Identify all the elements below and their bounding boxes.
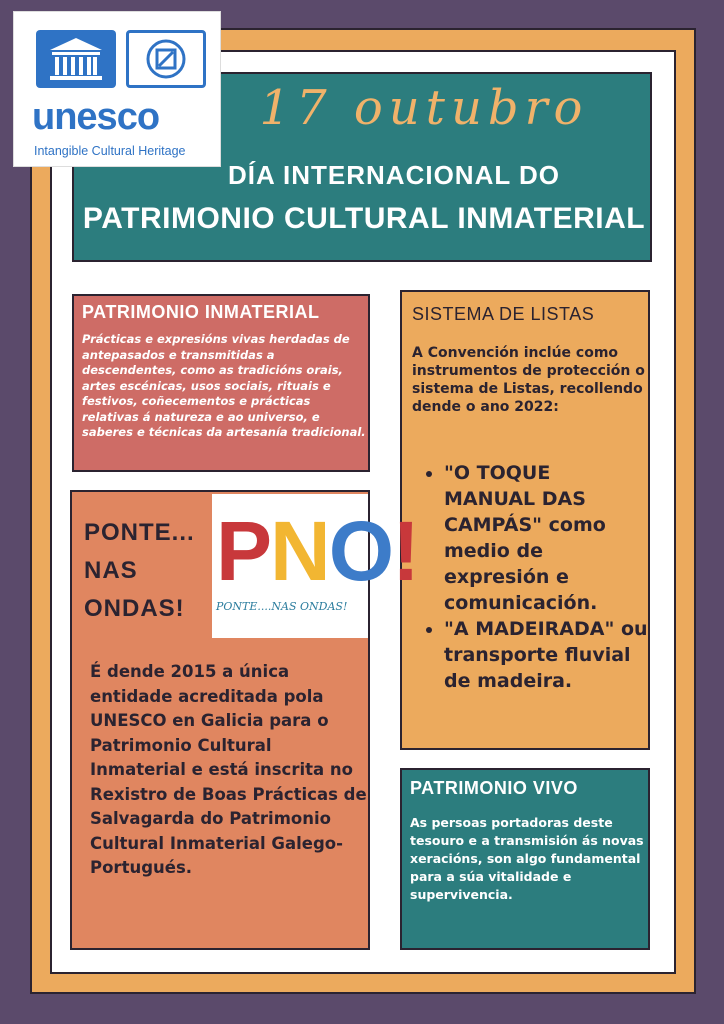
- unesco-logo: [14, 12, 220, 166]
- sistema-listas-text: A Convención inclúe como instrumentos de protección o sistema de Listas, recollendo dende o ano 2022:: [412, 345, 645, 415]
- sistema-listas-items: [412, 460, 648, 694]
- pno-logo: [212, 494, 419, 638]
- pno-logo-mark: PNO!: [216, 504, 419, 598]
- patrimonio-vivo-text: As persoas portadoras deste tesouro e a transmisión ás novas xeracións, son algo fundamental para a súa vitalidade e supervivencia.: [410, 815, 644, 902]
- sistema-listas-box: [400, 290, 650, 750]
- ponte-nas-ondas-box: [70, 490, 419, 950]
- unesco-wordmark: unesco: [32, 96, 160, 138]
- title-line-2: PATRIMONIO CULTURAL INMATERIAL: [82, 202, 646, 235]
- ponte-nas-ondas-title: PONTE... NAS ONDAS!: [84, 519, 195, 622]
- unesco-temple-icon: [36, 30, 116, 88]
- title-line-1: DÍA INTERNACIONAL DO: [228, 160, 560, 190]
- event-date: 17 outubro: [259, 80, 589, 136]
- ponte-nas-ondas-text: É dende 2015 a única entidade acreditada pola UNESCO en Galicia para o Patrimonio Cultural Inmaterial e está inscrita no Rexistro de Boas Prácticas de Salvagarda do Patrimonio Cultural Inmaterial Galego-Portugués.: [90, 662, 367, 877]
- ich-emblem-icon: [126, 30, 206, 88]
- pno-logo-caption: PONTE....NAS ONDAS!: [216, 600, 348, 613]
- patrimonio-vivo-box: [400, 768, 650, 950]
- patrimonio-inmaterial-text: Prácticas e expresións vivas herdadas de antepasados e transmitidas a descendentes, como as tradicións orais, artes escénicas, usos sociais, rituais e festivos, coñecementos e prácticas relativas á natureza e ao universo, e saberes e técnicas da artesanía tradicional.: [82, 332, 366, 439]
- patrimonio-inmaterial-box: [72, 294, 370, 472]
- list-item: • "A MADEIRADA" ou transporte fluvial de madeira.: [444, 616, 648, 694]
- patrimonio-inmaterial-title: PATRIMONIO INMATERIAL: [82, 302, 320, 322]
- list-item: • "O TOQUE MANUAL DAS CAMPÁS" como medio de expresión e comunicación.: [444, 460, 648, 616]
- sistema-listas-title: SISTEMA DE LISTAS: [412, 304, 595, 324]
- patrimonio-vivo-title: PATRIMONIO VIVO: [410, 778, 578, 798]
- unesco-subtitle: Intangible Cultural Heritage: [34, 144, 186, 158]
